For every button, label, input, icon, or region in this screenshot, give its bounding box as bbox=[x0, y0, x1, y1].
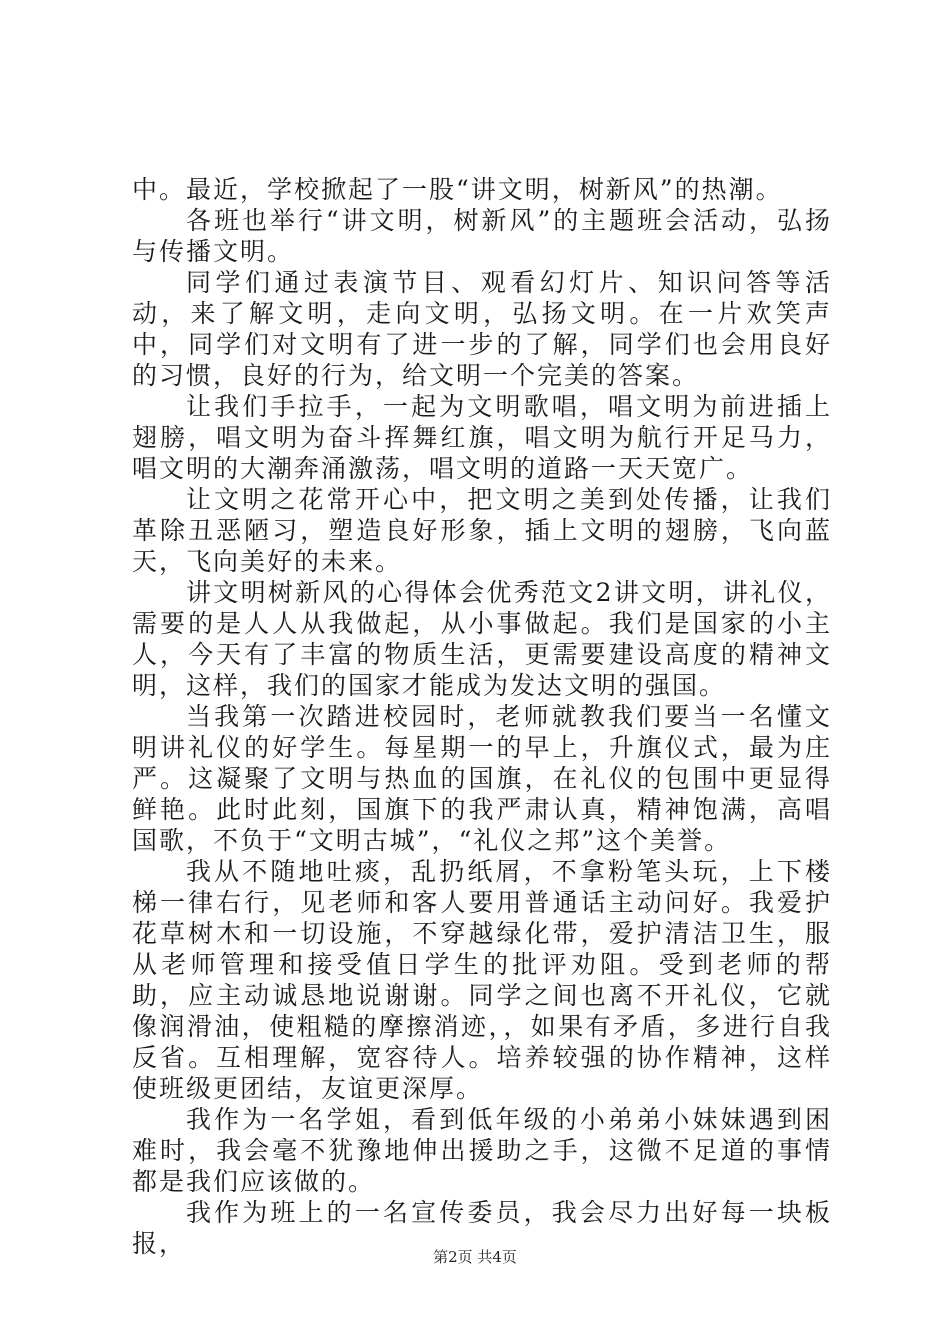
paragraph-3: 同学们通过表演节目、观看幻灯片、知识问答等活动，来了解文明，走向文明，弘扬文明。在一片欢笑声中，同学们对文明有了进一步的了解，同学们也会用良好的习惯，良好的行为，给文明一个完美的答案。 bbox=[132, 268, 832, 390]
paragraph-4: 让我们手拉手，一起为文明歌唱，唱文明为前进插上翅膀，唱文明为奋斗挥舞红旗，唱文明为航行开足马力，唱文明的大潮奔涌激荡，唱文明的道路一天天宽广。 bbox=[132, 392, 832, 483]
paragraph-8: 我从不随地吐痰，乱扔纸屑，不拿粉笔头玩，上下楼梯一律右行，见老师和客人要用普通话主动问好。我爱护花草树木和一切设施，不穿越绿化带，爱护清洁卫生，服从老师管理和接受值日学生的批评劝阻。受到老师的帮助，应主动诚恳地说谢谢。同学之间也离不开礼仪，它就像润滑油，使粗糙的摩擦消迹，，如果有矛盾，多进行自我反省。互相理解，宽容待人。培养较强的协作精神，这样使班级更团结，友谊更深厚。 bbox=[132, 857, 832, 1103]
paragraph-9: 我作为一名学姐，看到低年级的小弟弟小妹妹遇到困难时，我会毫不犹豫地伸出援助之手，这微不足道的事情都是我们应该做的。 bbox=[132, 1105, 832, 1196]
paragraph-2: 各班也举行“讲文明，树新风”的主题班会活动，弘扬与传播文明。 bbox=[132, 206, 832, 266]
paragraph-10: 我作为班上的一名宣传委员，我会尽力出好每一块板报， bbox=[132, 1198, 832, 1258]
page-footer: 第2页 共4页 bbox=[433, 1248, 517, 1266]
paragraph-1: 中。最近，学校掀起了一股“讲文明，树新风”的热潮。 bbox=[132, 175, 783, 204]
paragraph-7: 当我第一次踏进校园时，老师就教我们要当一名懂文明讲礼仪的好学生。每星期一的早上，升旗仪式，最为庄严。这凝聚了文明与热血的国旗，在礼仪的包围中更显得鲜艳。此时此刻，国旗下的我严肃认真，精神饱满，高唱国歌，不负于“文明古城”，“礼仪之邦”这个美誉。 bbox=[132, 702, 832, 855]
document-body bbox=[132, 174, 832, 1259]
paragraph-6: 讲文明树新风的心得体会优秀范文2讲文明，讲礼仪，需要的是人人从我做起，从小事做起。我们是国家的小主人，今天有了丰富的物质生活，更需要建设高度的精神文明，这样，我们的国家才能成为发达文明的强国。 bbox=[132, 578, 832, 700]
paragraph-5: 让文明之花常开心中，把文明之美到处传播，让我们革除丑恶陋习，塑造良好形象，插上文明的翅膀，飞向蓝天，飞向美好的未来。 bbox=[132, 485, 832, 576]
